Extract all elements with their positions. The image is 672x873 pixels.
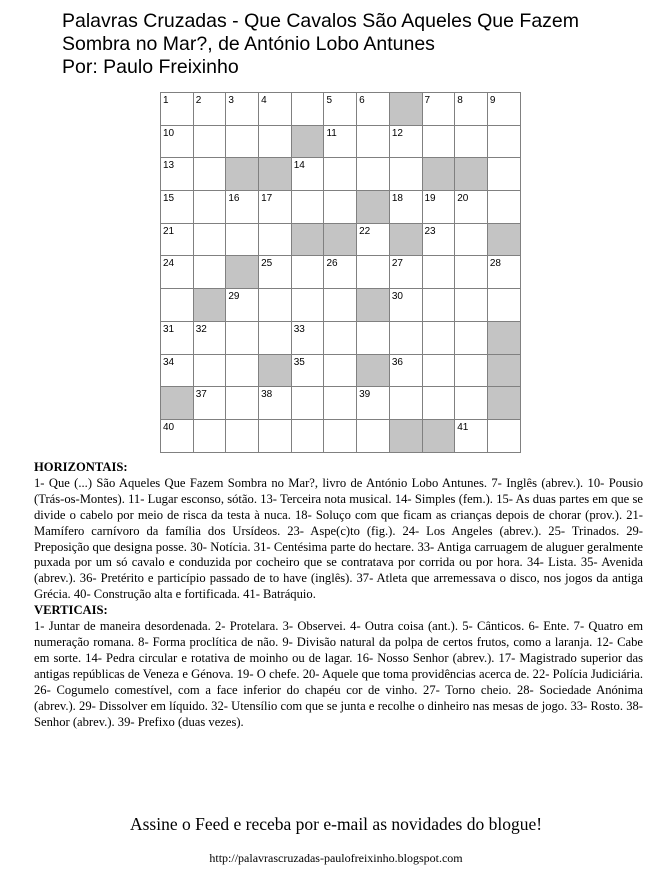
grid-cell[interactable] [292,387,325,420]
grid-cell[interactable] [292,256,325,289]
vertical-heading: VERTICAIS: [34,603,108,618]
grid-cell-black [161,387,194,420]
grid-cell[interactable] [357,126,390,159]
grid-cell[interactable] [161,289,194,322]
grid-cell[interactable] [226,420,259,453]
grid-cell[interactable]: 28 [488,256,521,289]
grid-cell[interactable] [357,158,390,191]
grid-cell[interactable] [259,322,292,355]
grid-cell-black [357,191,390,224]
grid-cell[interactable] [390,387,423,420]
vertical-clues: 1- Juntar de maneira desordenada. 2- Protelara. 3- Observei. 4- Outra coisa (ant.). 5- Cânticos. 6- Ente. 7- Quatro em numeração romana. 8- Forma proclítica de não. 9- Divisão natural da polpa de certos frutos, como a laranja. 12- Cabe em sorte. 14- Pedra circular e rotativa de moinho ou de lagar. 16- Nosso Senhor (abrev.). 17- Magistrado superior das antigas repúblicas de Veneza e Génova. 19- O chefe. 20- Aquele que toma providências acerca de. 22- Polícia Judiciária. 26- Cogumelo comestível, com a face inferior do chapéu cor de vinho. 27- Torno cheio. 28- Sociedade Anónima (abrev.). 29- Dissolver em líquido. 32- Utensílio com que se junta e recolhe o dinheiro nas mesas de jogo. 33- Rosto. 38- Senhor (abrev.). 39- Prefixo (duas vezes). [34,619,643,729]
grid-cell-black [292,126,325,159]
grid-cell[interactable]: 16 [226,191,259,224]
grid-cell[interactable] [226,355,259,388]
grid-cell[interactable] [423,387,456,420]
grid-cell[interactable] [423,126,456,159]
grid-cell-black [390,93,423,126]
grid-cell[interactable] [324,289,357,322]
grid-cell[interactable] [324,158,357,191]
grid-cell[interactable]: 40 [161,420,194,453]
blog-url[interactable]: http://palavrascruzadas-paulofreixinho.blogspot.com [209,851,463,865]
grid-cell[interactable]: 37 [194,387,227,420]
grid-cell[interactable] [324,322,357,355]
author-line: Por: Paulo Freixinho [62,56,239,78]
grid-cell[interactable]: 2 [194,93,227,126]
grid-cell[interactable] [292,191,325,224]
grid-cell[interactable] [194,355,227,388]
grid-cell-black [259,355,292,388]
grid-cell-black [324,224,357,257]
grid-cell[interactable]: 41 [455,420,488,453]
grid-cell[interactable] [423,256,456,289]
grid-cell[interactable] [423,289,456,322]
grid-cell[interactable]: 33 [292,322,325,355]
grid-cell[interactable]: 20 [455,191,488,224]
grid-cell[interactable] [259,420,292,453]
horizontal-clues: 1- Que (...) São Aqueles Que Fazem Sombra no Mar?, livro de António Lobo Antunes. 7- Inglês (abrev.). 10- Pousio (Trás-os-Montes). 11- Lugar esconso, sótão. 13- Terceira nota musical. 14- Simples (fem.). 15- As duas partes em que se divide o cabelo por meio de risca da testa à nuca. 18- Soluço com que ficam as crianças depois de chorar (prov.). 21- Mamífero carnívoro da família dos Ursídeos. 23- Aspe(c)to (fig.). 24- Los Angeles (abrev.). 25- Trinados. 29- Preposição que designa posse. 30- Notícia. 31- Centésima parte do hectare. 33- Antiga carruagem de aluguer geralmente puxada por um só cavalo e conduzida por cocheiro que se contratava por corrida ou por hora. 34- Lista. 35- Avenida (abrev.). 36- Pretérito e particípio passado de to have (inglês). 37- Atleta que arremessava o disco, nos jogos da antiga Grécia. 40- Construção alta e fortificada. 41- Batráquio. [34,475,643,602]
grid-cell[interactable] [324,355,357,388]
clues-section [34,460,643,730]
grid-cell[interactable]: 5 [324,93,357,126]
grid-cell[interactable] [455,224,488,257]
grid-cell[interactable]: 4 [259,93,292,126]
grid-cell[interactable]: 22 [357,224,390,257]
grid-cell[interactable] [292,93,325,126]
grid-cell[interactable] [488,289,521,322]
grid-cell[interactable]: 24 [161,256,194,289]
page-title [62,10,652,79]
grid-cell[interactable] [292,289,325,322]
grid-cell[interactable]: 8 [455,93,488,126]
grid-cell-black [226,158,259,191]
grid-cell[interactable] [259,224,292,257]
grid-cell[interactable]: 23 [423,224,456,257]
grid-cell[interactable] [194,191,227,224]
grid-cell[interactable] [455,289,488,322]
grid-cell[interactable]: 11 [324,126,357,159]
horizontal-heading: HORIZONTAIS: [34,460,128,474]
grid-cell-black [488,322,521,355]
grid-cell[interactable]: 18 [390,191,423,224]
title-line: Sombra no Mar?, de António Lobo Antunes [62,33,435,55]
grid-cell[interactable]: 38 [259,387,292,420]
grid-cell[interactable] [324,191,357,224]
grid-cell[interactable]: 9 [488,93,521,126]
grid-cell[interactable] [194,256,227,289]
grid-cell[interactable]: 10 [161,126,194,159]
grid-cell[interactable]: 12 [390,126,423,159]
grid-cell[interactable] [390,158,423,191]
grid-cell[interactable] [226,387,259,420]
grid-cell[interactable] [455,322,488,355]
grid-cell[interactable]: 3 [226,93,259,126]
grid-cell[interactable] [357,256,390,289]
grid-cell[interactable]: 36 [390,355,423,388]
subscribe-message: Assine o Feed e receba por e-mail as novidades do blogue! [129,814,543,834]
grid-cell[interactable] [226,126,259,159]
grid-cell[interactable] [357,420,390,453]
grid-cell-black [488,224,521,257]
grid-cell-black [357,355,390,388]
grid-cell[interactable] [292,420,325,453]
grid-cell[interactable]: 31 [161,322,194,355]
grid-cell-black [423,420,456,453]
grid-cell[interactable] [194,420,227,453]
grid-cell[interactable] [324,420,357,453]
grid-cell-black [357,289,390,322]
crossword-grid [160,92,521,453]
grid-cell-black [488,355,521,388]
grid-cell[interactable] [390,322,423,355]
grid-cell-black [390,420,423,453]
grid-cell-black [455,158,488,191]
grid-cell[interactable] [259,289,292,322]
grid-cell-black [292,224,325,257]
grid-cell[interactable] [488,158,521,191]
grid-cell[interactable] [455,126,488,159]
grid-cell[interactable]: 15 [161,191,194,224]
grid-cell-black [194,289,227,322]
grid-cell[interactable]: 1 [161,93,194,126]
grid-cell[interactable] [194,126,227,159]
grid-cell[interactable]: 29 [226,289,259,322]
grid-cell[interactable]: 14 [292,158,325,191]
grid-cell[interactable]: 35 [292,355,325,388]
grid-cell-black [390,224,423,257]
grid-cell[interactable] [324,387,357,420]
grid-cell[interactable]: 13 [161,158,194,191]
grid-cell[interactable]: 19 [423,191,456,224]
grid-cell[interactable] [455,387,488,420]
grid-cell[interactable] [259,126,292,159]
grid-cell[interactable] [455,256,488,289]
grid-cell[interactable]: 27 [390,256,423,289]
grid-cell[interactable] [226,322,259,355]
grid-cell-black [488,387,521,420]
grid-cell-black [259,158,292,191]
grid-cell-black [423,158,456,191]
grid-cell[interactable]: 21 [161,224,194,257]
grid-cell[interactable]: 7 [423,93,456,126]
grid-cell[interactable] [194,158,227,191]
grid-cell[interactable]: 25 [259,256,292,289]
grid-cell[interactable]: 30 [390,289,423,322]
grid-cell[interactable] [455,355,488,388]
grid-cell[interactable] [488,191,521,224]
grid-cell[interactable] [423,355,456,388]
grid-cell[interactable]: 26 [324,256,357,289]
grid-cell[interactable] [226,224,259,257]
grid-cell[interactable] [194,224,227,257]
grid-cell[interactable] [488,126,521,159]
grid-cell[interactable]: 17 [259,191,292,224]
grid-cell[interactable] [488,420,521,453]
grid-cell[interactable]: 34 [161,355,194,388]
grid-cell[interactable]: 6 [357,93,390,126]
grid-cell[interactable]: 39 [357,387,390,420]
grid-cell[interactable] [357,322,390,355]
title-line: Palavras Cruzadas - Que Cavalos São Aqueles Que Fazem [62,10,580,32]
grid-cell[interactable] [423,322,456,355]
grid-cell[interactable]: 32 [194,322,227,355]
grid-cell-black [226,256,259,289]
